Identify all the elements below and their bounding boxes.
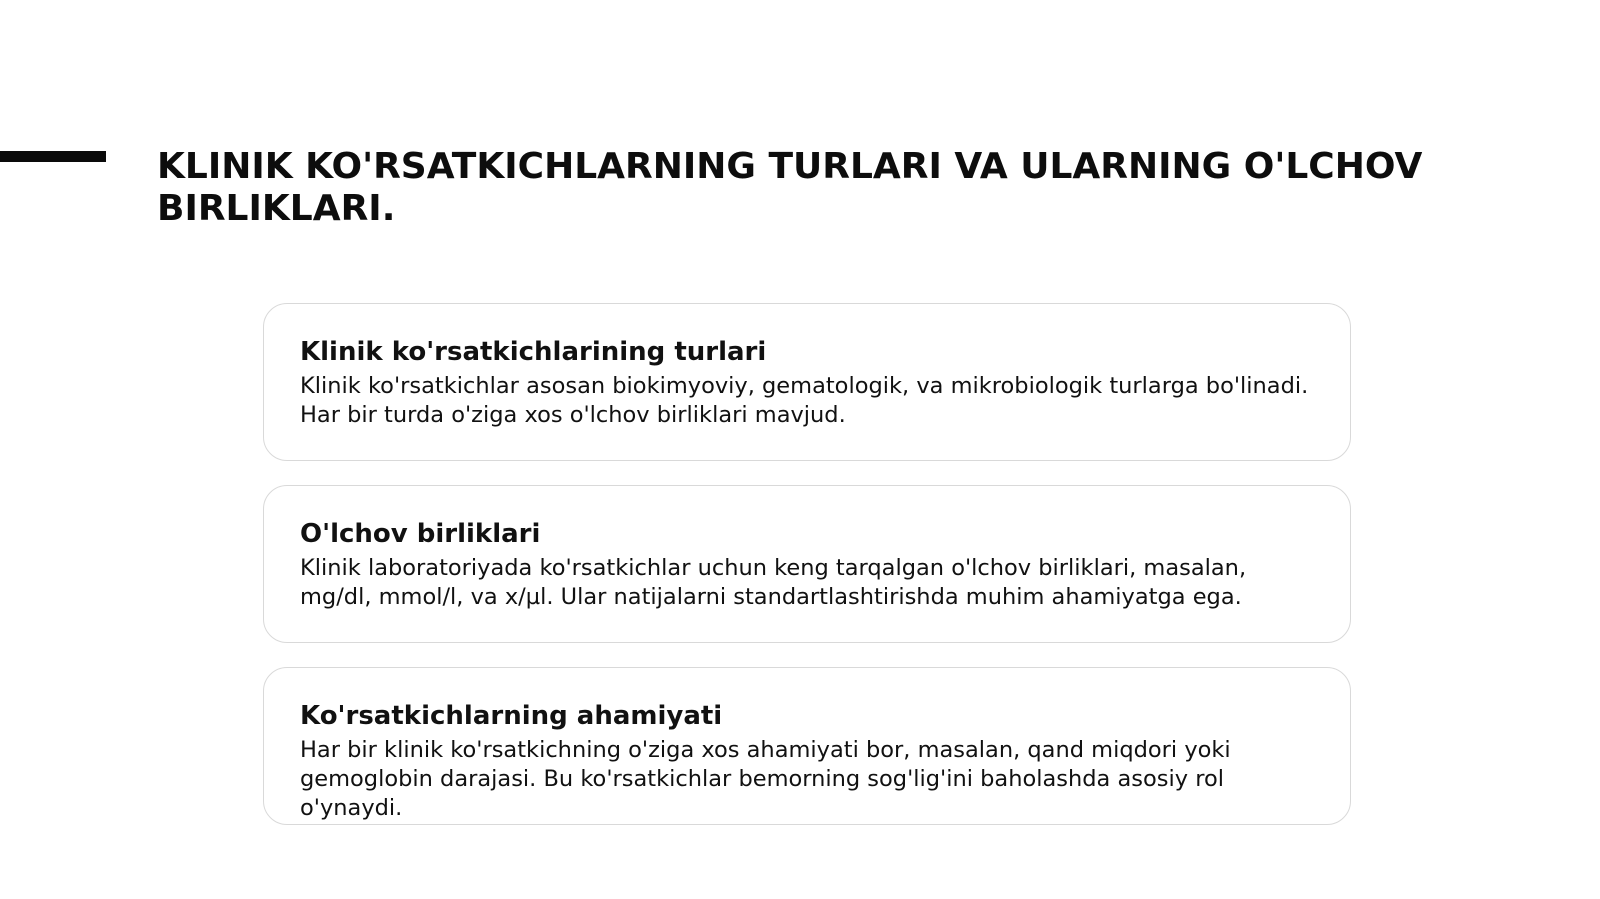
card-text: Klinik ko'rsatkichlar asosan biokimyoviy, gematologik, va mikrobiologik turlarga bo'linadi. Har bir turda o'ziga xos o'lchov birliklari mavjud. (300, 373, 1309, 428)
card-title: Klinik ko'rsatkichlarining turlari (300, 337, 767, 367)
card-text: Har bir klinik ko'rsatkichning o'ziga xos ahamiyati bor, masalan, qand miqdori yoki gemoglobin darajasi. Bu ko'rsatkichlar bemorning sog'lig'ini baholashda asosiy rol o'ynaydi. (300, 737, 1231, 821)
card-units (263, 485, 1351, 643)
title-accent-bar (0, 151, 106, 162)
card-types (263, 303, 1351, 461)
card-importance (263, 667, 1351, 825)
card-title: O'lchov birliklari (300, 519, 541, 549)
card-list (263, 303, 1351, 849)
slide-title: KLINIK KO'RSATKICHLARNING TURLARI VA ULARNING O'LCHOV BIRLIKLARI. (157, 146, 1423, 229)
card-title: Ko'rsatkichlarning ahamiyati (300, 701, 723, 731)
card-text: Klinik laboratoriyada ko'rsatkichlar uchun keng tarqalgan o'lchov birliklari, masalan, mg/dl, mmol/l, va x/µl. Ular natijalarni standartlashtirishda muhim ahamiyatga ega. (300, 555, 1247, 610)
